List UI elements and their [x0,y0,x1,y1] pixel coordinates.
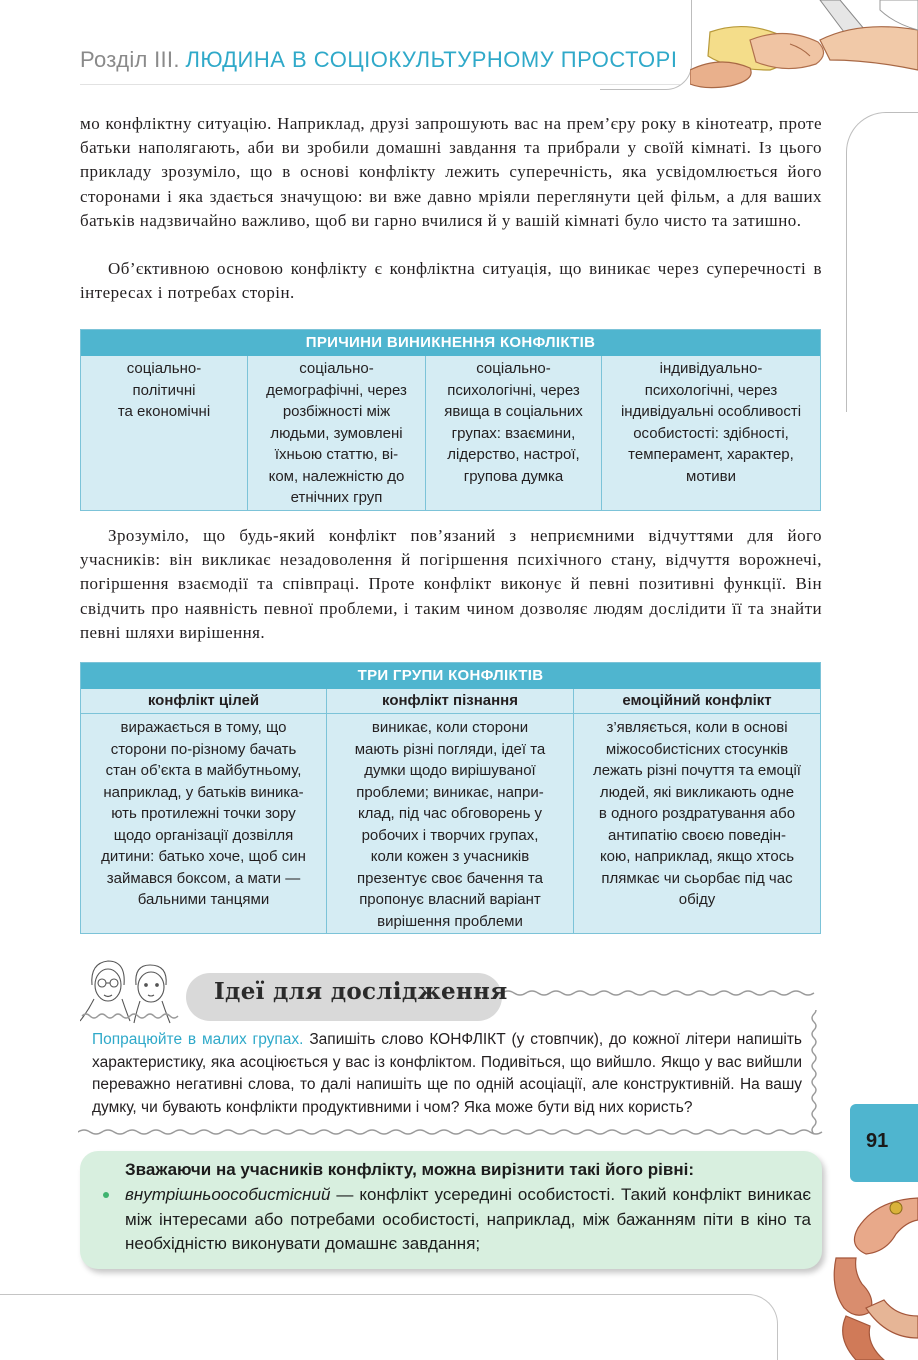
conflict-groups-table [80,662,821,934]
hands-circle-illustration [826,1188,918,1360]
table-cell: соціально- демографічні, через розбіжності між людьми, зумовлені їхньою статтю, ві- ком, належністю до етнічних груп [248,356,426,510]
header-dot: . [173,47,180,72]
part-label: Розділ ІІІ [80,47,174,72]
causes-table [80,329,821,511]
page-side-curve [846,112,918,412]
causes-table-row [81,356,820,510]
level-description: — конфлікт усередині особистості. Такий конфлікт виникає між інтересами або потребами особистості, наприклад, між бажанням піти в кіно та необхідністю виконувати домашнє завдання; [125,1185,811,1253]
page-number: 91 [866,1130,889,1152]
ideas-lead: Попрацюйте в малих групах. [92,1031,304,1048]
causes-table-title: ПРИЧИНИ ВИНИКНЕННЯ КОНФЛІКТІВ [81,330,820,356]
table-cell: з’являється, коли в основі міжособистісних стосунків лежать різні почуття та емоції людей, які викликають одне в одного роздратування або антипатію своєю поведін- кою, наприклад, якщо хтось плямкає чи сьорбає під час обіду [593,719,801,908]
body-paragraph-3: Зрозуміло, що будь-який конфлікт пов’язаний з неприємними відчуттями для його учасників: він викликає незадоволення й погіршення психічного стану, відчуття ворожнечі, погіршення взаємодії та співпраці. Проте конфлікт виконує й певні позитивні функції. Він свідчить про наявність певної проблеми, і таким чином дозволяє людям дослідити її та знайти певні шляхи вирішення. [80,526,822,642]
table-cell: соціально- політичні та економічні [81,356,248,510]
conflict-level-item [125,1183,811,1257]
level-term: внутрішньоособистісний [125,1185,331,1204]
page-number-tab [850,1104,918,1182]
table-cell: соціально- психологічні, через явища в соціальних групах: взаємини, лідерство, настрої, групова думка [426,356,602,510]
column-header: конфлікт пізнання [327,689,574,714]
table-cell: виникає, коли сторони мають різні погляди, ідеї та думки щодо вирішуваної проблеми; виникає, напри- клад, під час обговорень у робочих і творчих групах, коли кожен з учасників презентує своє бачення та пропонує власний варіант вирішення проблеми [327,714,574,933]
ideas-title: Ідеї для дослідження [214,978,508,1005]
bullet-icon [103,1189,113,1199]
column-header: емоційний конфлікт [574,689,820,714]
header-rule [80,84,680,85]
conflict-groups-header-row [81,689,820,714]
running-header [80,40,677,80]
chapter-title: ЛЮДИНА В СОЦІОКУЛЬТУРНОМУ ПРОСТОРІ [185,47,678,72]
handshake-illustration [690,0,918,100]
table-cell: виражається в тому, що сторони по-різному бачать стан об’єкта в майбутньому, наприклад, у батьків виника- ють протилежні точки зору щодо організації дозвілля дитини: батько хоче, щоб син займався боксом, а мати — бальними танцями [81,714,327,933]
column-header: конфлікт цілей [81,689,327,714]
ideas-task-text [92,1029,802,1119]
conflict-levels-title: Зважаючи на учасників конфлікту, можна вирізнити такі його рівні: [125,1160,694,1179]
conflict-groups-row [81,714,820,933]
body-paragraph-2: Об’єктивною основою конфлікту є конфліктна ситуація, що виникає через суперечності в інтересах і потребах сторін. [80,259,822,303]
body-paragraph-1: мо конфліктну ситуацію. Наприклад, друзі запрошують вас на прем’єру року в кінотеатр, проте батьки наполягають, аби ви зробили домашні завдання та прибрали у своїй кімнаті. Із цього прикладу зрозуміло, що в основі конфлікту лежить суперечність, яка усвідомлюється його сторонами і яка здається значущою: ви вже давно мріяли переглянути цей фільм, а для ваших батьків надзвичайно важливо, щоб ви гарно вчилися й у вашій кімнаті було чисто та затишно. [80,114,822,230]
conflict-groups-title: ТРИ ГРУПИ КОНФЛІКТІВ [81,663,820,689]
table-cell: індивідуально- психологічні, через індивідуальні особливості особистості: здібності, темперамент, характер, мотиви [620,360,802,485]
page-bottom-curve [0,1294,778,1360]
ideas-body: Запишіть слово КОНФЛІКТ (у стовпчик), до кожної літери напишіть характеристику, яка асоціюється у вас із конфліктом. Подивіться, що вийшло. Якщо у вас вийшли переважно негативні слова, то далі напишіть ще по одній асоціації, але конструктивній. На вашу думку, чи бувають конфлікти продуктивними і чом? Яка може бути від них користь? [92,1031,802,1116]
ideas-top-wavy-line [502,985,818,1001]
